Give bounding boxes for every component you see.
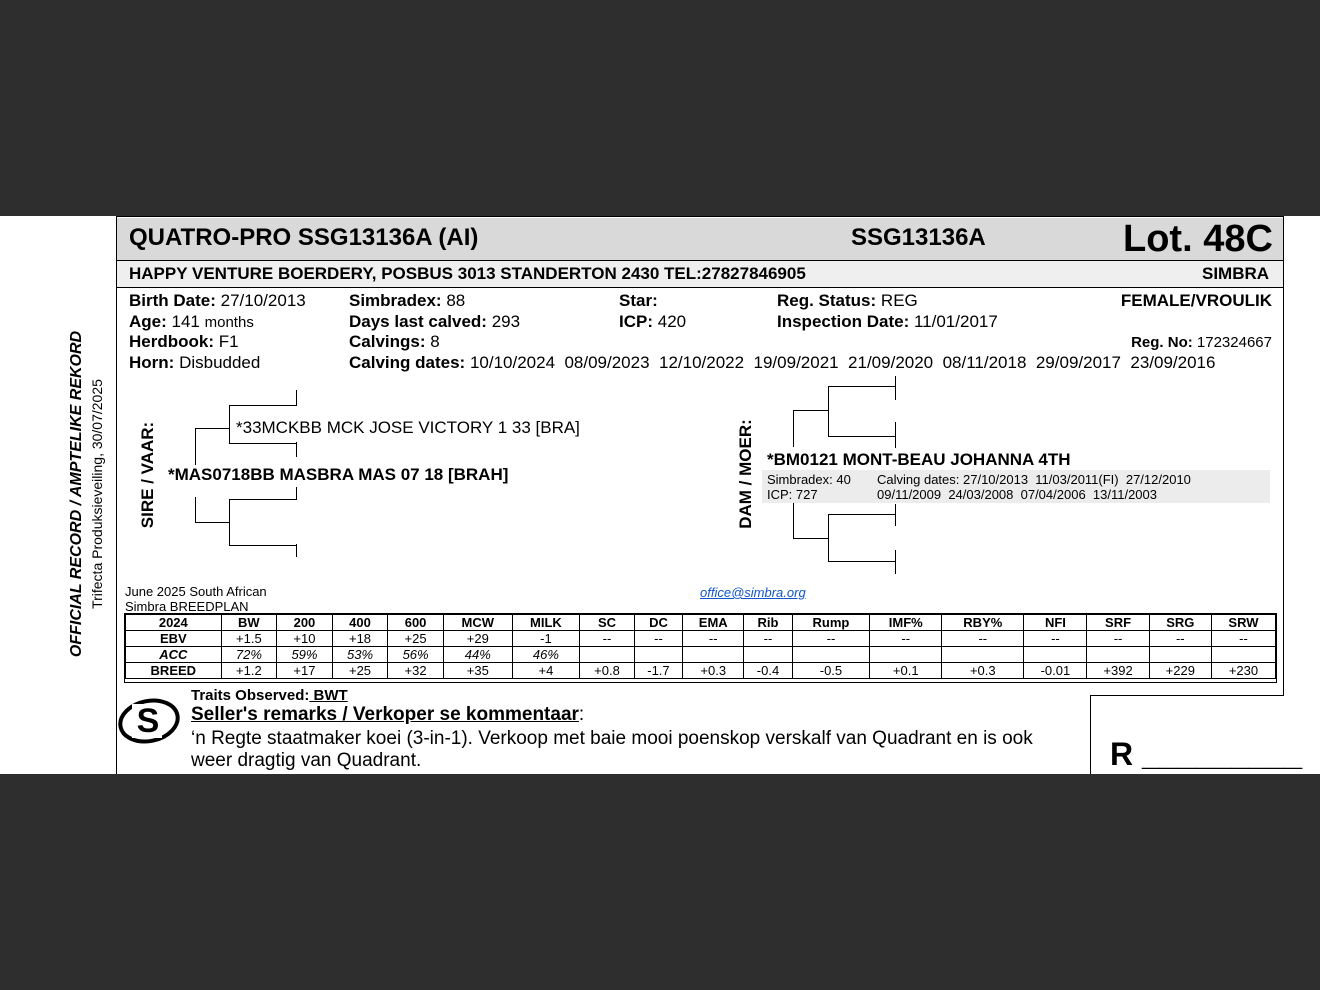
ebv-cell: -- xyxy=(683,631,744,647)
acc-cell xyxy=(792,647,870,663)
breed-cell: +229 xyxy=(1149,663,1211,679)
breed-cell: +4 xyxy=(512,663,579,679)
ebv-header-cell: EMA xyxy=(683,615,744,631)
acc-cell xyxy=(683,647,744,663)
breed-cell: +0.3 xyxy=(942,663,1024,679)
star: Star: xyxy=(619,291,658,310)
ebv-cell: -- xyxy=(1087,631,1149,647)
ebv-cell: -- xyxy=(744,631,792,647)
ebv-header-cell: SC xyxy=(580,615,635,631)
acc-cell: 53% xyxy=(332,647,388,663)
calvings: Calvings: 8 xyxy=(349,332,440,351)
breed-cell: -0.5 xyxy=(792,663,870,679)
acc-cell xyxy=(942,647,1024,663)
ebv-header-row xyxy=(126,615,1276,631)
ebv-header-cell: SRG xyxy=(1149,615,1211,631)
acc-cell xyxy=(744,647,792,663)
animal-name: QUATRO-PRO SSG13136A (AI) xyxy=(129,224,479,251)
traits-observed: Traits Observed: BWT xyxy=(191,687,348,704)
sire-sire-name: *33MCKBB MCK JOSE VICTORY 1 33 [BRA] xyxy=(236,418,580,437)
ebv-header-cell: 200 xyxy=(277,615,333,631)
acc-cell xyxy=(1211,647,1275,663)
simbradex: Simbradex: 88 xyxy=(349,291,466,310)
auction-label: Trifecta Produksieveiling, 30/07/2025 xyxy=(89,379,105,609)
herdbook: Herdbook: F1 xyxy=(129,332,239,351)
breed-cell: BREED xyxy=(126,663,222,679)
owner-address: HAPPY VENTURE BOERDERY, POSBUS 3013 STANDERTON 2430 TEL:27827846905 xyxy=(129,264,806,283)
ebv-cell: -- xyxy=(1149,631,1211,647)
ebv-cell: -- xyxy=(1024,631,1087,647)
remarks-line2: weer dragtig van Quadrant. xyxy=(191,750,422,771)
ebv-cell: -1 xyxy=(512,631,579,647)
ebv-cell: -- xyxy=(942,631,1024,647)
acc-cell: 56% xyxy=(388,647,444,663)
dam-name: *BM0121 MONT-BEAU JOHANNA 4TH xyxy=(767,450,1071,469)
dam-calving-dates-2: 09/11/2009 24/03/2008 07/04/2006 13/11/2003 xyxy=(877,487,1157,502)
sire-dam-bracket xyxy=(229,499,297,546)
ebv-cell: -- xyxy=(580,631,635,647)
simbra-logo-icon xyxy=(118,692,184,752)
dam-sire-bracket xyxy=(828,386,896,437)
dam-simbradex: Simbradex: 40 xyxy=(767,472,851,487)
lot-number: Lot. 48C xyxy=(1123,218,1273,260)
ebv-header-cell: Rib xyxy=(744,615,792,631)
ebv-cell: -- xyxy=(634,631,682,647)
breed-cell: +230 xyxy=(1211,663,1275,679)
breed-name: SIMBRA xyxy=(1202,264,1270,283)
breed-row xyxy=(126,663,1276,679)
ebv-cell: -- xyxy=(1211,631,1275,647)
ebv-cell: +18 xyxy=(332,631,388,647)
dam-dam-bracket xyxy=(828,514,896,562)
acc-cell: 44% xyxy=(443,647,512,663)
ebv-header-cell: RBY% xyxy=(942,615,1024,631)
remarks-heading: Seller's remarks / Verkoper se kommentaar: xyxy=(191,704,585,725)
ebv-header-cell: Rump xyxy=(792,615,870,631)
email-link[interactable]: office@simbra.org xyxy=(700,585,806,600)
sex: FEMALE/VROULIK xyxy=(1120,291,1272,310)
icp: ICP: 420 xyxy=(619,312,687,331)
ebv-header-cell: SRW xyxy=(1211,615,1275,631)
acc-cell xyxy=(634,647,682,663)
ebv-header-cell: 400 xyxy=(332,615,388,631)
acc-row xyxy=(126,647,1276,663)
acc-cell xyxy=(870,647,942,663)
simbra-logo xyxy=(118,692,184,757)
acc-cell xyxy=(580,647,635,663)
logo-letter: S xyxy=(136,702,160,740)
dam-calving-dates: Calving dates: 27/10/2013 11/03/2011(FI) 27/12/2010 xyxy=(877,472,1191,487)
ebv-header-cell: NFI xyxy=(1024,615,1087,631)
ebv-header-cell: MCW xyxy=(443,615,512,631)
breed-cell: +0.8 xyxy=(580,663,635,679)
breed-cell: +392 xyxy=(1087,663,1149,679)
acc-cell xyxy=(1024,647,1087,663)
price-field[interactable]: R _________ xyxy=(1110,736,1303,772)
acc-cell: ACC xyxy=(126,647,222,663)
official-record-label: OFFICIAL RECORD / AMPTELIKE REKORD xyxy=(68,330,85,658)
acc-cell xyxy=(1149,647,1211,663)
ebv-cell: +25 xyxy=(388,631,444,647)
ebv-header-cell: BW xyxy=(221,615,277,631)
acc-cell: 46% xyxy=(512,647,579,663)
ebv-header-cell: DC xyxy=(634,615,682,631)
breed-cell: +17 xyxy=(277,663,333,679)
acc-cell xyxy=(1087,647,1149,663)
breed-cell: -0.01 xyxy=(1024,663,1087,679)
breed-cell: +25 xyxy=(332,663,388,679)
ebv-cell: +10 xyxy=(277,631,333,647)
dam-label: DAM / MOER: xyxy=(736,419,755,529)
breed-cell: +0.3 xyxy=(683,663,744,679)
ebv-header-cell: SRF xyxy=(1087,615,1149,631)
days-last-calved: Days last calved: 293 xyxy=(349,312,521,331)
sire-bracket-bottom xyxy=(195,497,230,523)
acc-cell: 72% xyxy=(221,647,277,663)
ebv-cell: -- xyxy=(870,631,942,647)
dam-bracket-bottom xyxy=(793,503,829,539)
remarks-line1: ‘n Regte staatmaker koei (3-in-1). Verkoop met baie mooi poenskop verskalf van Quadrant en is ook xyxy=(191,728,1033,749)
ebv-cell: EBV xyxy=(126,631,222,647)
sire-name: *MAS0718BB MASBRA MAS 07 18 [BRAH] xyxy=(168,465,509,484)
breedplan-line2: Simbra BREEDPLAN xyxy=(125,599,249,614)
breed-cell: +1.2 xyxy=(221,663,277,679)
age: Age: 141 months xyxy=(129,312,254,331)
breed-cell: -1.7 xyxy=(634,663,682,679)
calving-dates: Calving dates: 10/10/2024 08/09/2023 12/10/2022 19/09/2021 21/09/2020 08/11/2018 29/09/2017 23/09/2016 xyxy=(349,353,1216,372)
acc-cell: 59% xyxy=(277,647,333,663)
ebv-cell: +29 xyxy=(443,631,512,647)
dam-icp: ICP: 727 xyxy=(767,487,818,502)
breed-cell: +0.1 xyxy=(870,663,942,679)
breed-cell: +32 xyxy=(388,663,444,679)
reg-status: Reg. Status: REG xyxy=(777,291,918,310)
ebv-cell: +1.5 xyxy=(221,631,277,647)
sire-label: SIRE / VAAR: xyxy=(138,421,157,529)
reg-no: Reg. No: 172324667 xyxy=(1131,334,1272,351)
inspection-date: Inspection Date: 11/01/2017 xyxy=(777,312,998,331)
ebv-header-cell: 600 xyxy=(388,615,444,631)
dam-bracket-top xyxy=(793,410,829,447)
ebv-header-cell: MILK xyxy=(512,615,579,631)
ebv-header-cell: IMF% xyxy=(870,615,942,631)
breed-cell: -0.4 xyxy=(744,663,792,679)
horn: Horn: Disbudded xyxy=(129,353,261,372)
breed-cell: +35 xyxy=(443,663,512,679)
animal-id: SSG13136A xyxy=(851,224,986,251)
breedplan-line1: June 2025 South African xyxy=(125,584,267,599)
ebv-cell: -- xyxy=(792,631,870,647)
ebv-table xyxy=(125,614,1276,679)
ebv-header-cell: 2024 xyxy=(126,615,222,631)
ebv-row xyxy=(126,631,1276,647)
birth-date: Birth Date: 27/10/2013 xyxy=(129,291,306,310)
